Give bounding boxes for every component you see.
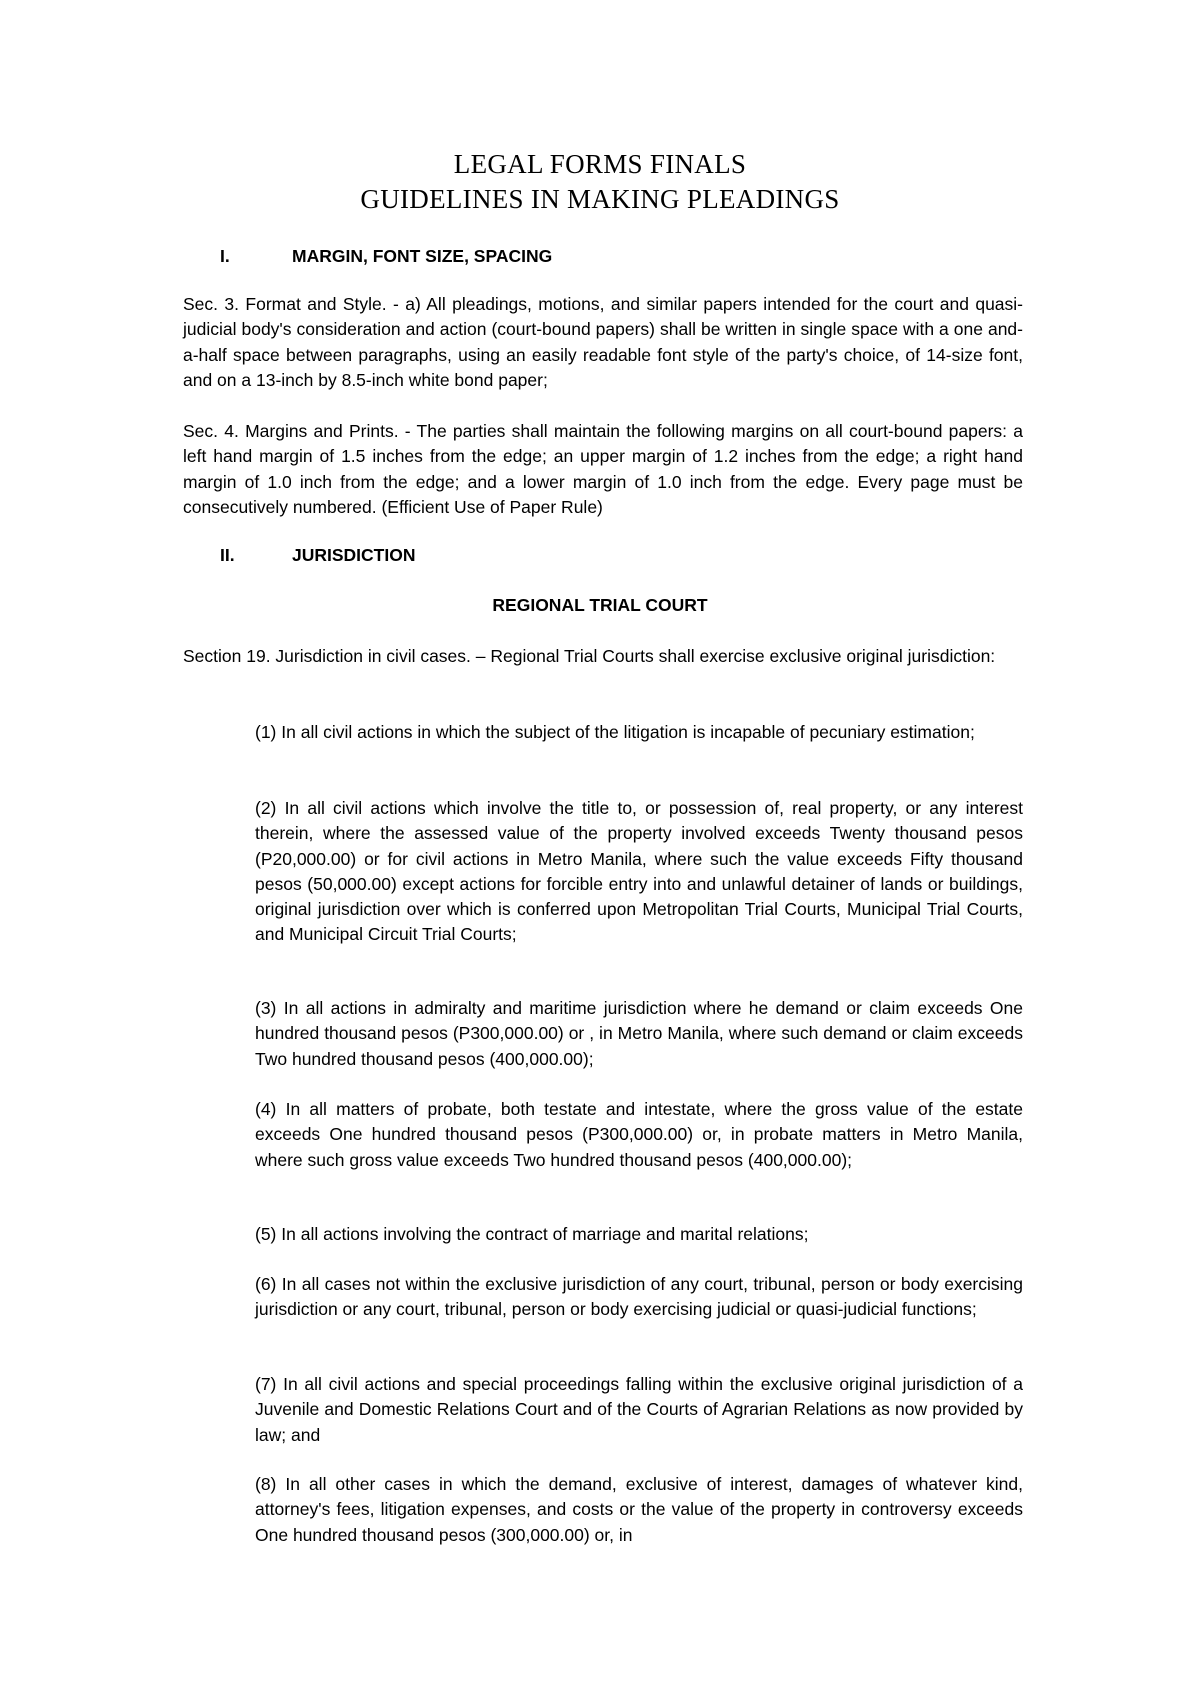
sec19-intro: Section 19. Jurisdiction in civil cases. – Regional Trial Courts shall exercise exclusive original jurisdiction:: [183, 646, 996, 666]
section-number: I.: [220, 246, 230, 266]
list-item: (6) In all cases not within the exclusive jurisdiction of any court, tribunal, person or body exercising jurisdiction or any court, tribunal, person or body exercising judicial or quasi-judicial functions;: [255, 1274, 1023, 1320]
section-heading-jurisdiction: [220, 544, 820, 566]
section-heading-margin-font-spacing: [220, 245, 820, 267]
document-subtitle: GUIDELINES IN MAKING PLEADINGS: [360, 184, 840, 214]
list-item: (8) In all other cases in which the demand, exclusive of interest, damages of whatever kind, attorney's fees, litigation expenses, and costs or the value of the property in controversy exceeds One hundred thousand pesos (300,000.00) or, in: [255, 1474, 1023, 1545]
sec4-margins-and-prints: Sec. 4. Margins and Prints. - The parties shall maintain the following margins on all court-bound papers: a left hand margin of 1.5 inches from the edge; an upper margin of 1.2 inches from the edge; a right hand margin of 1.0 inch from the edge; and a lower margin of 1.0 inch from the edge. Every page must be consecutively numbered. (Efficient Use of Paper Rule): [183, 421, 1023, 517]
section-label: JURISDICTION: [292, 545, 416, 565]
list-item: (1) In all civil actions in which the subject of the litigation is incapable of pecuniary estimation;: [255, 722, 975, 742]
list-item: (7) In all civil actions and special proceedings falling within the exclusive original jurisdiction of a Juvenile and Domestic Relations Court and of the Courts of Agrarian Relations as now provided by law; and: [255, 1374, 1023, 1445]
document-title: LEGAL FORMS FINALS: [453, 149, 747, 179]
list-item: (4) In all matters of probate, both testate and intestate, where the gross value of the estate exceeds One hundred thousand pesos (P300,000.00) or, in probate matters in Metro Manila, where such gross value exceeds Two hundred thousand pesos (400,000.00);: [255, 1099, 1023, 1170]
list-item: (5) In all actions involving the contract of marriage and marital relations;: [255, 1224, 809, 1244]
section-number: II.: [220, 545, 235, 565]
regional-trial-court-heading: REGIONAL TRIAL COURT: [492, 595, 708, 615]
list-item: (2) In all civil actions which involve the title to, or possession of, real property, or any interest therein, where the assessed value of the property involved exceeds Twenty thousand pesos (P20,000.00) or for civil actions in Metro Manila, where such the value exceeds Fifty thousand pesos (50,000.00) except actions for forcible entry into and unlawful detainer of lands or buildings, original jurisdiction over which is conferred upon Metropolitan Trial Courts, Municipal Trial Courts, and Municipal Circuit Trial Courts;: [255, 798, 1023, 945]
sec3-format-and-style: Sec. 3. Format and Style. - a) All pleadings, motions, and similar papers intended for the court and quasi-judicial body's consideration and action (court-bound papers) shall be written in single space with a one and-a-half space between paragraphs, using an easily readable font style of the party's choice, of 14-size font, and on a 13-inch by 8.5-inch white bond paper;: [183, 294, 1023, 390]
list-item: (3) In all actions in admiralty and maritime jurisdiction where he demand or claim exceeds One hundred thousand pesos (P300,000.00) or , in Metro Manila, where such demand or claim exceeds Two hundred thousand pesos (400,000.00);: [255, 998, 1023, 1069]
section-label: MARGIN, FONT SIZE, SPACING: [292, 246, 553, 266]
